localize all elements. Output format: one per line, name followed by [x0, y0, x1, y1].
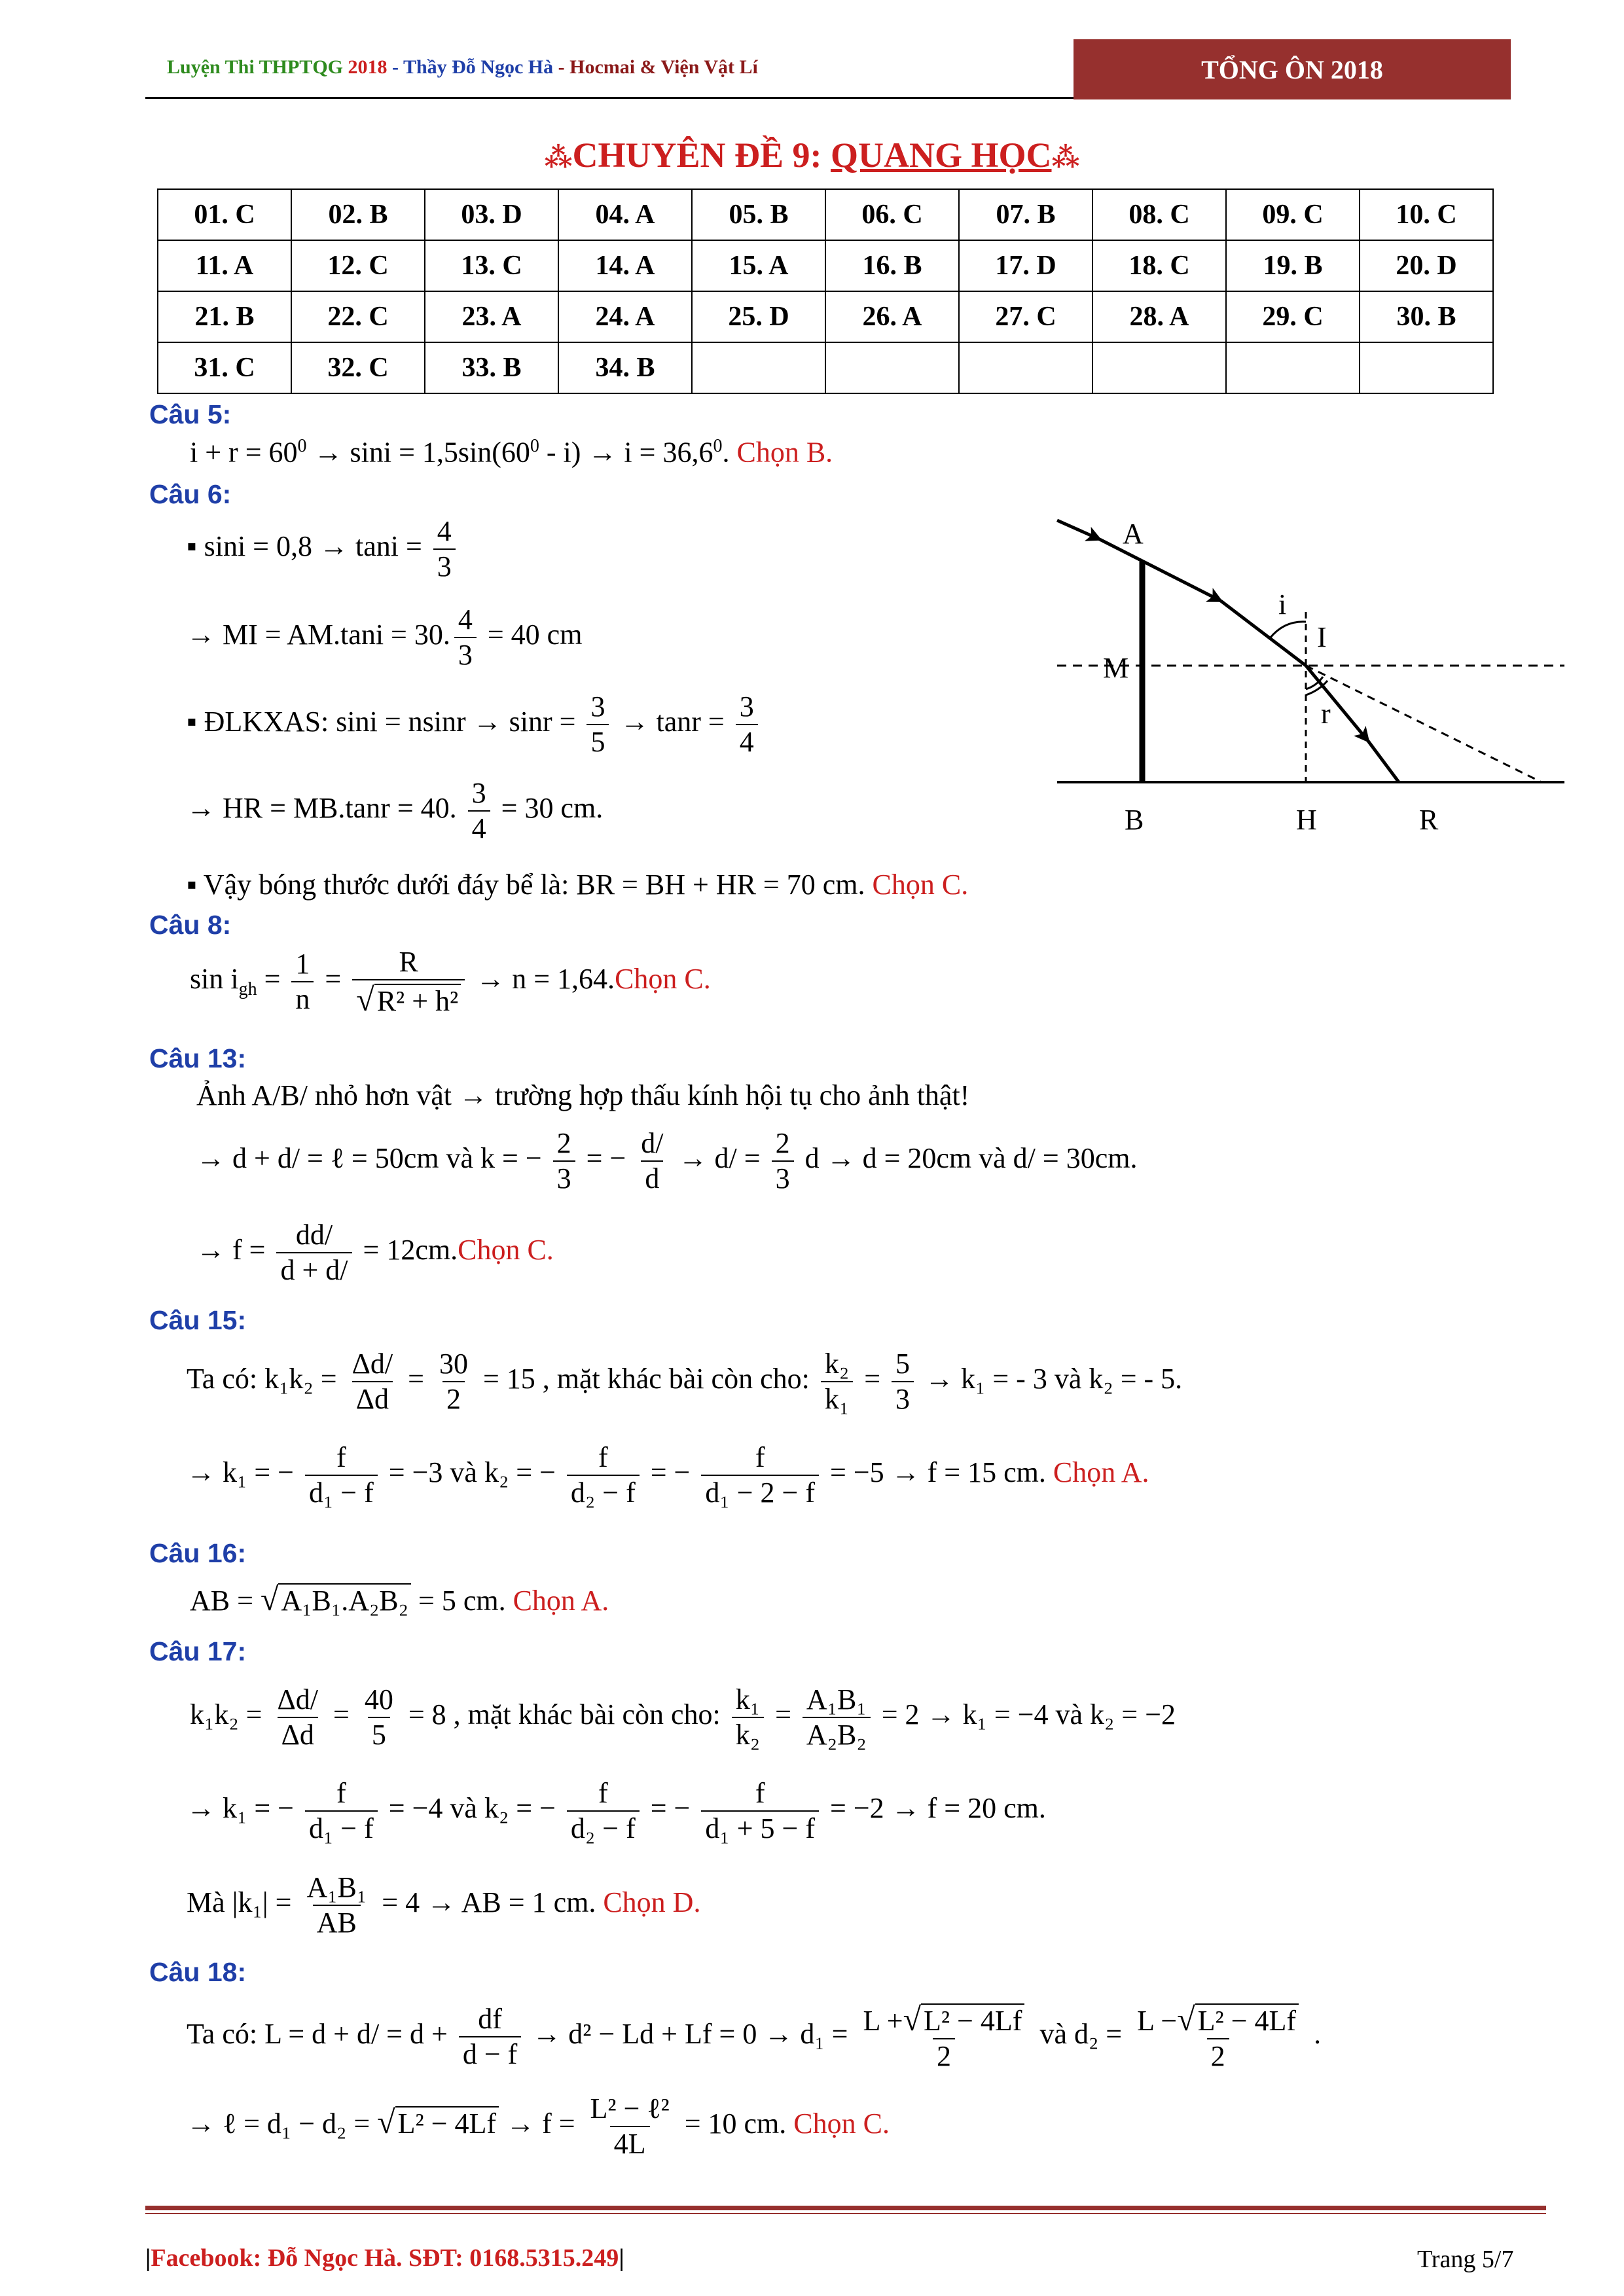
answer-cell: 16. B — [825, 240, 959, 291]
answer-choice: Chọn C. — [872, 869, 969, 901]
answer-choice: Chọn A. — [1053, 1456, 1149, 1489]
refracted-ray — [1368, 741, 1399, 782]
question-label: Câu 6: — [149, 479, 232, 509]
answer-choice: Chọn C. — [615, 963, 711, 996]
answer-cell: 01. C — [158, 189, 291, 240]
q17-line-1: k₁k₂ = $\frac{\Delta d/}{\Delta d}$ = $\frac{40}{5}$ = 8 , mặt khác bài còn cho: $\frac{\text{k₁}}{\text{k₂}}$ = $\frac{\text{A₁B₁}}{\text{A₂B₂}}$ = 2 → k₁ = −4 và k₂ = −2 — [190, 1683, 1176, 1751]
answer-row — [158, 342, 1493, 393]
ornament-icon: ⁂ — [544, 143, 573, 173]
question-label: Câu 8: — [149, 910, 232, 940]
question-label: Câu 13: — [149, 1043, 247, 1073]
answer-choice: Chọn D. — [603, 1886, 701, 1919]
answer-choice: Chọn C. — [793, 2108, 890, 2140]
q18-line-2: → ℓ = d₁ − d₂ = √L² − 4Lf → f = L² − ℓ² 4L = 10 cm. Chọn C. — [187, 2092, 890, 2160]
label-I: I — [1317, 621, 1327, 653]
question-label: Câu 16: — [149, 1538, 247, 1568]
answer-cell: 14. A — [558, 240, 692, 291]
footer-contact: |Facebook: Đỗ Ngọc Hà. SĐT: 0168.5315.249| — [145, 2244, 624, 2272]
incident-ray — [1221, 601, 1306, 666]
answer-cell: 29. C — [1226, 291, 1360, 342]
answer-cell: 12. C — [291, 240, 425, 291]
label-i: i — [1278, 588, 1287, 620]
q17-line-2: → k₁ = − $\frac{f}{\text{d₁ − f}}$ = −4 và k₂ = − $\frac{f}{\text{d₂ − f}}$ = − $\frac{f}{\text{d₁ + 5 − f}}$ = −2 → f = 20 cm. — [187, 1777, 1046, 1844]
answer-cell: 02. B — [291, 189, 425, 240]
answer-cell: 34. B — [558, 342, 692, 393]
answer-cell: 09. C — [1226, 189, 1360, 240]
question-label: Câu 15: — [149, 1305, 247, 1335]
answer-table — [157, 188, 1494, 394]
question-label: Câu 18: — [149, 1957, 247, 1987]
q15-line-1: Ta có: k₁k₂ = $\frac{\Delta d/}{\Delta d}$ = $\frac{30}{2}$ = 15 , mặt khác bài còn cho: $\frac{\text{k₂}}{\text{k₁}}$ = $\frac{5}{3}$ → k₁ = - 3 và k₂ = - 5. — [187, 1348, 1183, 1415]
answer-cell — [825, 342, 959, 393]
answer-cell: 23. A — [425, 291, 558, 342]
q13-line-1: Ảnh A/B/ nhỏ hơn vật → trường hợp thấu kính hội tụ cho ảnh thật! — [196, 1079, 970, 1111]
answer-cell: 05. B — [692, 189, 825, 240]
answer-row — [158, 291, 1493, 342]
question-label: Câu 17: — [149, 1636, 247, 1666]
page-title: ⁂CHUYÊN ĐỀ 9: QUANG HỌC⁂ — [544, 135, 1080, 175]
q16-solution: AB = √A₁B₁.A₂B₂ = 5 cm. Chọn A. — [190, 1581, 609, 1617]
q15-line-2: → k₁ = − $\frac{f}{\text{d₁ − f}}$ = −3 và k₂ = − $\frac{f}{\text{d₂ − f}}$ = − $\frac{f}{\text{d₁ − 2 − f}}$ = −5 → f = 15 cm. Chọn A. — [187, 1441, 1149, 1509]
answer-cell: 07. B — [959, 189, 1092, 240]
answer-cell: 28. A — [1092, 291, 1226, 342]
answer-choice: Chọn C. — [458, 1234, 554, 1266]
answer-cell: 26. A — [825, 291, 959, 342]
answer-cell — [692, 342, 825, 393]
answer-cell: 08. C — [1092, 189, 1226, 240]
label-r: r — [1321, 698, 1331, 730]
answer-cell: 30. B — [1360, 291, 1493, 342]
refraction-diagram — [1041, 504, 1578, 857]
answer-cell — [1226, 342, 1360, 393]
answer-cell: 10. C — [1360, 189, 1493, 240]
answer-cell — [1092, 342, 1226, 393]
answer-cell: 17. D — [959, 240, 1092, 291]
answer-cell: 32. C — [291, 342, 425, 393]
label-M: M — [1103, 652, 1129, 684]
answer-cell: 20. D — [1360, 240, 1493, 291]
header-rule — [145, 97, 1137, 99]
incident-ray-arrow — [1100, 539, 1221, 601]
q6-line-4: → HR = MB.tanr = 40. $\frac{3}{4}$ = 30 cm. — [187, 777, 604, 844]
answer-cell — [1360, 342, 1493, 393]
header-badge: TỔNG ÔN 2018 — [1074, 39, 1511, 99]
footer-rule — [145, 2213, 1546, 2214]
q5-solution: $i + r = 60^0 \to \sin i = 1,5\sin(60^0 - i) \to i = 36,6^0$. Chọn B. — [190, 436, 833, 469]
q8-solution: $\sin i_{gh}$ = $\frac{1}{n}$ = $\frac{R}{\text{√R² + h²}}$ → n = 1,64.Chọn C. — [190, 946, 711, 1018]
q13-line-2: → d + d/ = ℓ = 50cm và k = − $\frac{2}{3}$ = − $\frac{d/}{d}$ → d/ = $\frac{2}{3}$ d → d = 20cm và d/ = 30cm. — [196, 1127, 1138, 1194]
answer-cell: 19. B — [1226, 240, 1360, 291]
answer-cell: 13. C — [425, 240, 558, 291]
answer-choice: Chọn B. — [736, 436, 833, 469]
answer-cell: 22. C — [291, 291, 425, 342]
q6-line-5: ▪ Vậy bóng thước dưới đáy bể là: BR = BH + HR = 70 cm. Chọn C. — [187, 869, 969, 901]
answer-cell: 33. B — [425, 342, 558, 393]
answer-cell: 25. D — [692, 291, 825, 342]
question-label: Câu 5: — [149, 399, 232, 429]
answer-cell: 27. C — [959, 291, 1092, 342]
incident-ray-arrow — [1057, 520, 1100, 539]
refracted-ray-arrow — [1306, 666, 1368, 741]
answer-cell: 31. C — [158, 342, 291, 393]
answer-cell: 15. A — [692, 240, 825, 291]
label-A: A — [1123, 518, 1144, 550]
answer-cell: 21. B — [158, 291, 291, 342]
q17-line-3: Mà |k₁| = $\frac{\text{A₁B₁}}{AB}$ = 4 → AB = 1 cm. Chọn D. — [187, 1871, 701, 1939]
q13-line-3: → f = $\frac{dd/}{d + d/}$ = 12cm.Chọn C. — [196, 1219, 554, 1286]
answer-cell: 11. A — [158, 240, 291, 291]
ornament-icon: ⁂ — [1051, 143, 1080, 173]
answer-cell: 03. D — [425, 189, 558, 240]
answer-cell: 06. C — [825, 189, 959, 240]
page-number: Trang 5/7 — [1417, 2246, 1514, 2273]
answer-choice: Chọn A. — [513, 1585, 609, 1617]
answer-cell: 18. C — [1092, 240, 1226, 291]
q6-line-1: ▪ sini = 0,8 → tani = $\frac{4}{3}$ — [187, 517, 460, 581]
label-R: R — [1419, 804, 1439, 836]
header-course-title: Luyện Thi THPTQG 2018 - Thầy Đỗ Ngọc Hà - Hocmai & Viện Vật Lí — [167, 56, 758, 78]
q6-line-3: ▪ ĐLKXAS: sini = nsinr → sinr = $\frac{3}{5}$ → tanr = $\frac{3}{4}$ — [187, 692, 762, 757]
answer-cell — [959, 342, 1092, 393]
label-B: B — [1125, 804, 1144, 836]
angle-i-arc — [1270, 622, 1306, 638]
answer-cell: 04. A — [558, 189, 692, 240]
answer-row — [158, 240, 1493, 291]
footer-rule — [145, 2206, 1546, 2210]
q6-line-2: → MI = AM.tani = 30. $\frac{4}{3}$ = 40 cm — [187, 603, 583, 671]
q18-line-1: Ta có: L = d + d/ = d + $\frac{df}{d - f}$ → d² − Ld + Lf = 0 → d₁ = $\frac{\text{L +√L² − 4Lf}}{2}$ và d₂ = $\frac{\text{L −√L² − 4Lf}}{2}$ . — [187, 2001, 1322, 2072]
answer-cell: 24. A — [558, 291, 692, 342]
label-H: H — [1296, 804, 1317, 836]
answer-row — [158, 189, 1493, 240]
extended-ray — [1306, 666, 1542, 782]
